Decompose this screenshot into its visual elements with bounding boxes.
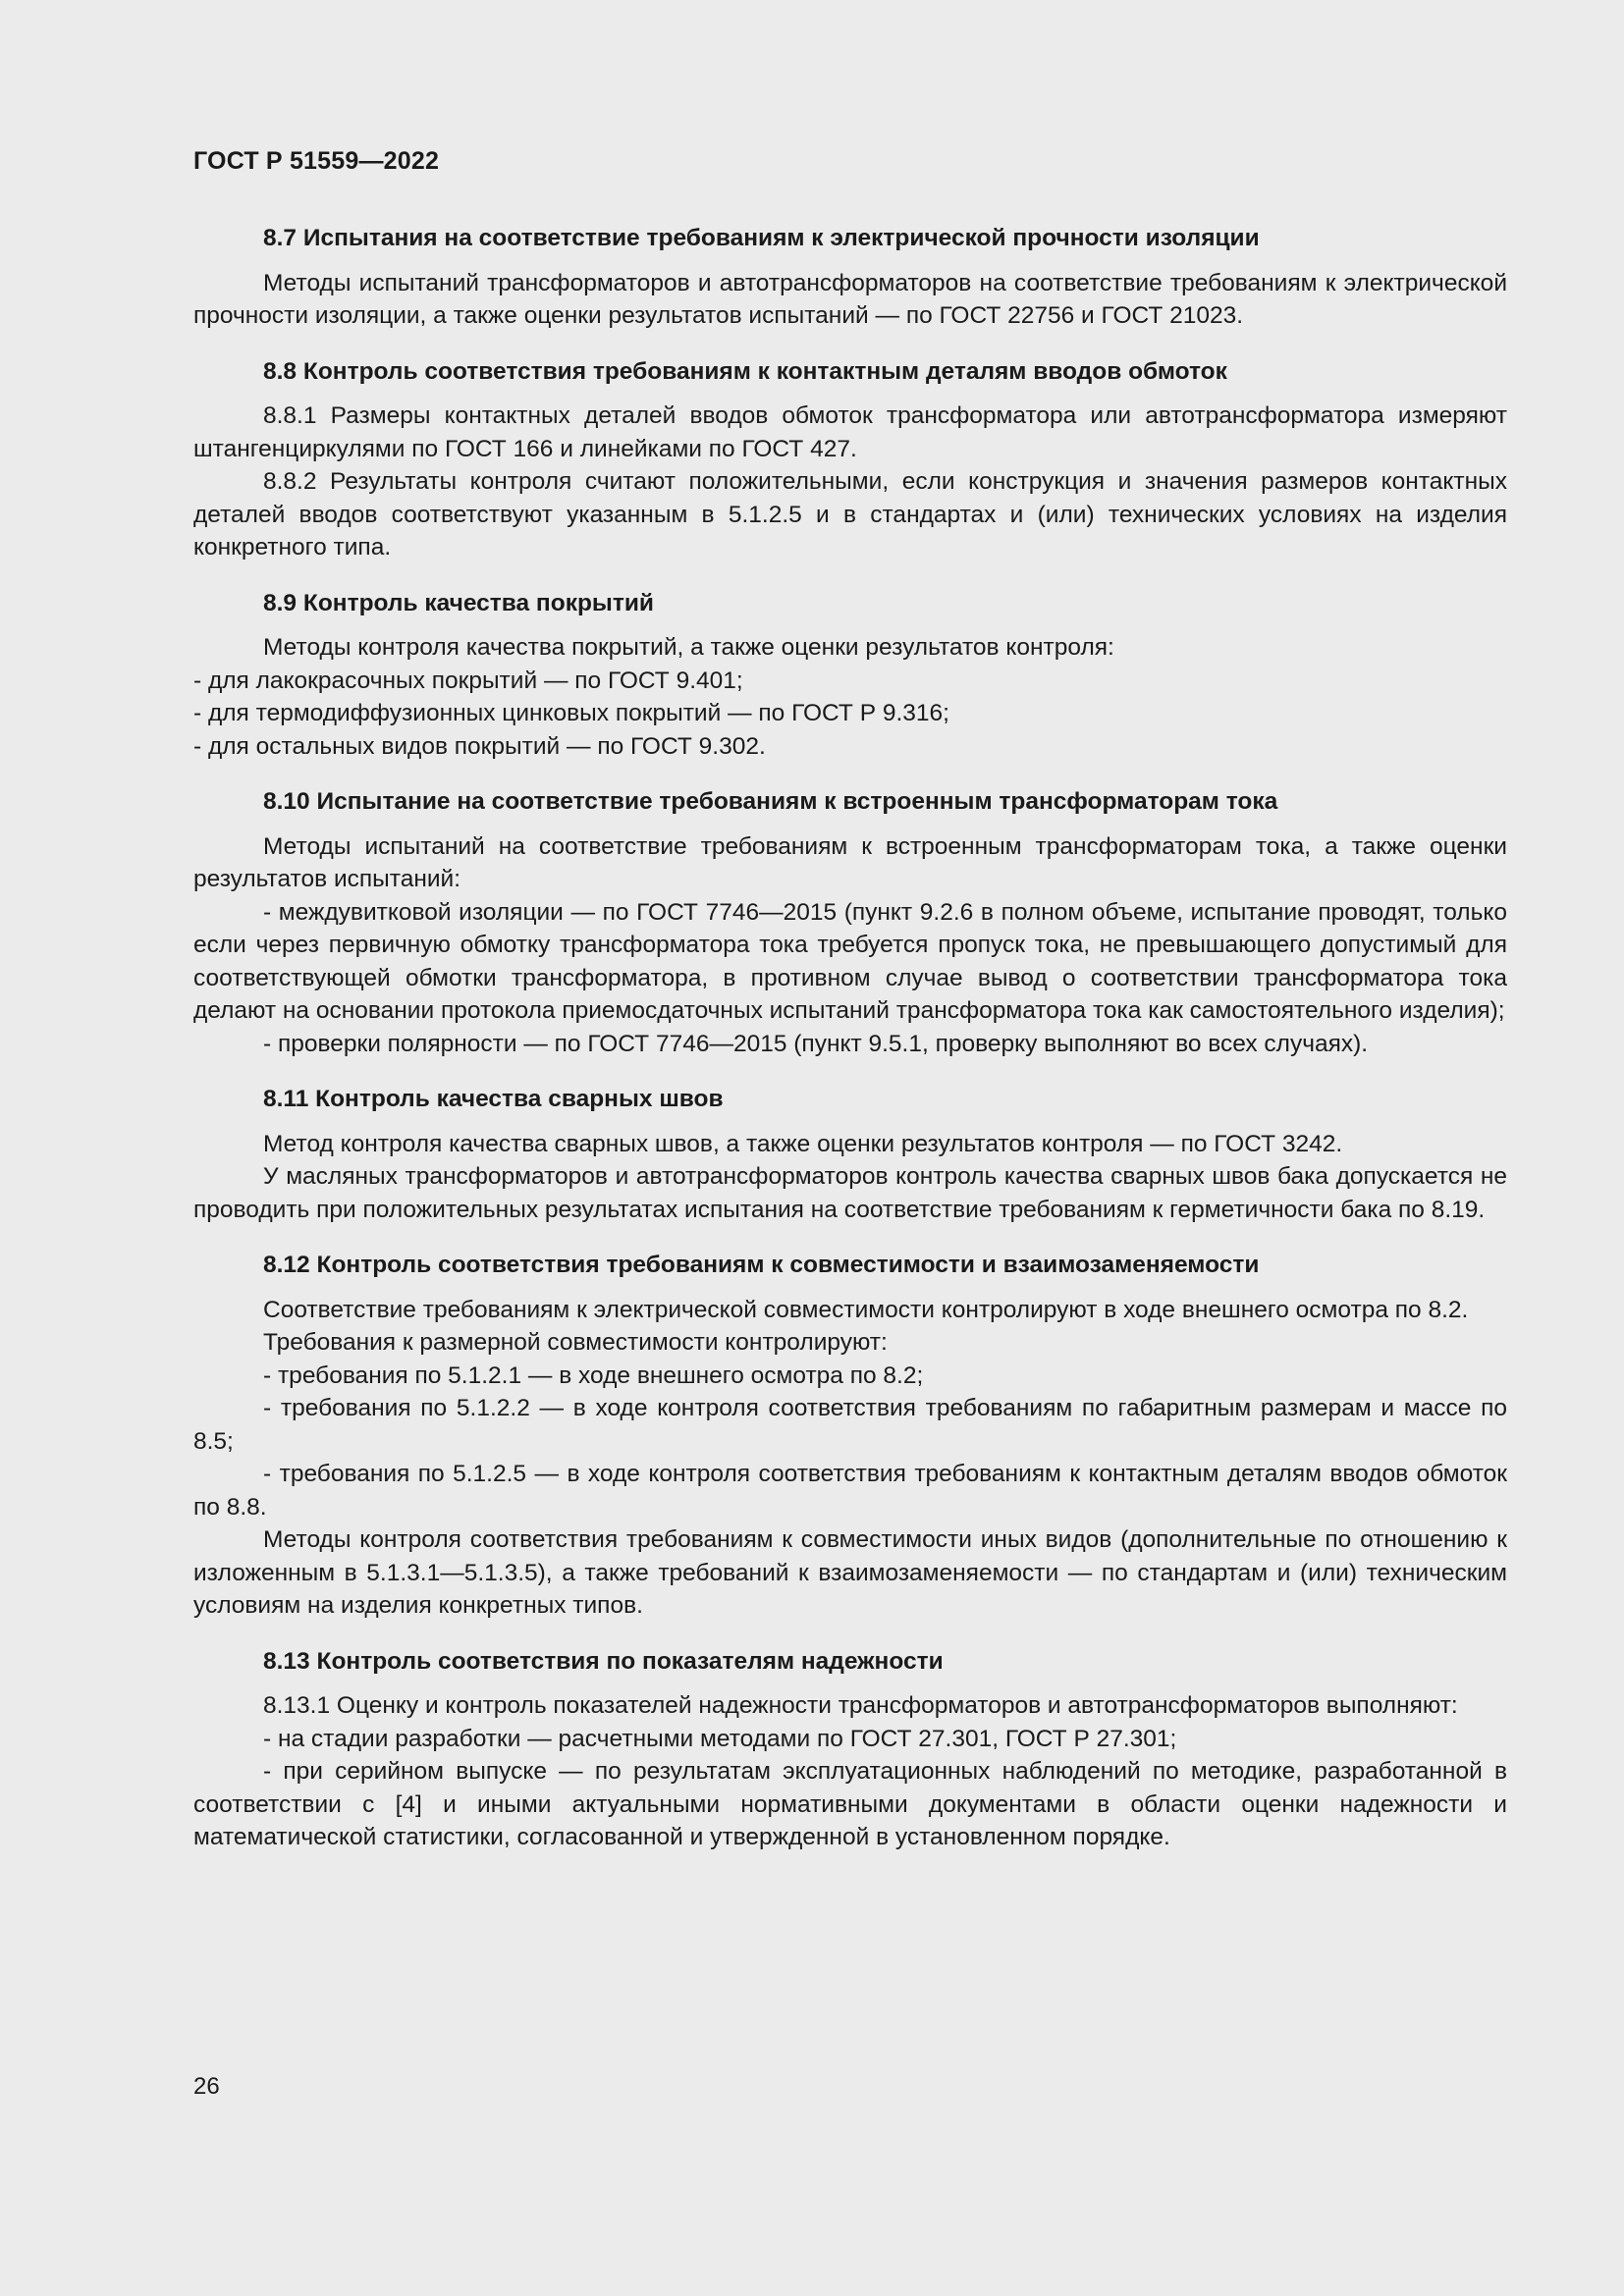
section-8-12 xyxy=(193,1249,1507,1623)
paragraph: Методы испытаний трансформаторов и автотрансформаторов на соответствие требованиям к электрической прочности изоляции, а также оценки результатов испытаний — по ГОСТ 22756 и ГОСТ 21023. xyxy=(193,269,1507,329)
paragraph: 8.8.1 Размеры контактных деталей вводов обмоток трансформатора или автотрансформатора измеряют штангенциркулями по ГОСТ 166 и линейками по ГОСТ 427. xyxy=(193,402,1507,462)
section-title: 8.11 Контроль качества сварных швов xyxy=(263,1086,724,1112)
document-body xyxy=(193,222,1507,1877)
section-8-13 xyxy=(193,1645,1507,1854)
section-title: 8.8 Контроль соответствия требованиям к контактным деталям вводов обмоток xyxy=(263,357,1227,385)
paragraph: Метод контроля качества сварных швов, а также оценки результатов контроля — по ГОСТ 3242. xyxy=(263,1130,1343,1157)
paragraph: У масляных трансформаторов и автотрансформаторов контроль качества сварных швов бака допускается не проводить при положительных результатах испытания на соответствие требованиям к герметичности бака по 8.19. xyxy=(193,1163,1507,1223)
paragraph: 8.13.1 Оценку и контроль показателей надежности трансформаторов и автотрансформаторов выполняют: xyxy=(263,1692,1458,1719)
section-8-11 xyxy=(193,1083,1507,1226)
section-8-7 xyxy=(193,222,1507,333)
section-8-8 xyxy=(193,355,1507,564)
list-item: - требования по 5.1.2.1 — в ходе внешнего осмотра по 8.2; xyxy=(263,1362,924,1389)
paragraph: Требования к размерной совместимости контролируют: xyxy=(263,1329,888,1356)
section-title: 8.9 Контроль качества покрытий xyxy=(263,589,654,616)
section-8-10 xyxy=(193,785,1507,1060)
section-title: 8.7 Испытания на соответствие требованиям к электрической прочности изоляции xyxy=(263,225,1260,251)
paragraph: Соответствие требованиям к электрической совместимости контролируют в ходе внешнего осмотра по 8.2. xyxy=(263,1296,1469,1323)
list-item: - требования по 5.1.2.2 — в ходе контроля соответствия требованиям по габаритным размерам и массе по 8.5; xyxy=(193,1395,1507,1455)
document-header: ГОСТ Р 51559—2022 xyxy=(193,147,440,175)
list-item: - для лакокрасочных покрытий — по ГОСТ 9.401; xyxy=(193,667,743,694)
list-item: - для термодиффузионных цинковых покрытий — по ГОСТ Р 9.316; xyxy=(193,700,949,726)
list-item: - на стадии разработки — расчетными методами по ГОСТ 27.301, ГОСТ Р 27.301; xyxy=(263,1725,1177,1752)
section-title: 8.12 Контроль соответствия требованиям к совместимости и взаимозаменяемости xyxy=(263,1252,1260,1278)
list-item: - междувитковой изоляции — по ГОСТ 7746—2015 (пункт 9.2.6 в полном объеме, испытание проводят, только если через первичную обмотку трансформатора тока требуется пропуск тока, не превышающего допустимый для соответствующей обмотки трансформатора, в противном случае вывод о соответствии трансформатора тока делают на основании протокола приемосдаточных испытаний трансформатора тока как самостоятельного изделия); xyxy=(193,898,1507,1024)
list-item: - при серийном выпуске — по результатам эксплуатационных наблюдений по методике, разработанной в соответствии с [4] и иными актуальными нормативными документами в области оценки надежности и математической статистики, согласованной и утвержденной в установленном порядке. xyxy=(193,1758,1507,1850)
paragraph: Методы испытаний на соответствие требованиям к встроенным трансформаторам тока, а также оценки результатов испытаний: xyxy=(193,832,1507,892)
paragraph: Методы контроля качества покрытий, а также оценки результатов контроля: xyxy=(263,634,1114,661)
section-8-9 xyxy=(193,587,1507,764)
paragraph: Методы контроля соответствия требованиям к совместимости иных видов (дополнительные по отношению к изложенным в 5.1.3.1—5.1.3.5), а также требований к взаимозаменяемости — по стандартам и (или) техническим условиям на изделия конкретных типов. xyxy=(193,1526,1507,1619)
page-number: 26 xyxy=(193,2073,220,2100)
list-item: - для остальных видов покрытий — по ГОСТ 9.302. xyxy=(193,732,766,760)
section-title: 8.10 Испытание на соответствие требованиям к встроенным трансформаторам тока xyxy=(263,788,1278,815)
section-title: 8.13 Контроль соответствия по показателям надежности xyxy=(263,1647,944,1675)
paragraph: 8.8.2 Результаты контроля считают положительными, если конструкция и значения размеров контактных деталей вводов соответствуют указанным в 5.1.2.5 и в стандартах и (или) технических условиях на изделия конкретного типа. xyxy=(193,468,1507,561)
list-item: - требования по 5.1.2.5 — в ходе контроля соответствия требованиям к контактным деталям вводов обмоток по 8.8. xyxy=(193,1461,1507,1521)
list-item: - проверки полярности — по ГОСТ 7746—2015 (пункт 9.5.1, проверку выполняют во всех случаях). xyxy=(263,1030,1369,1057)
